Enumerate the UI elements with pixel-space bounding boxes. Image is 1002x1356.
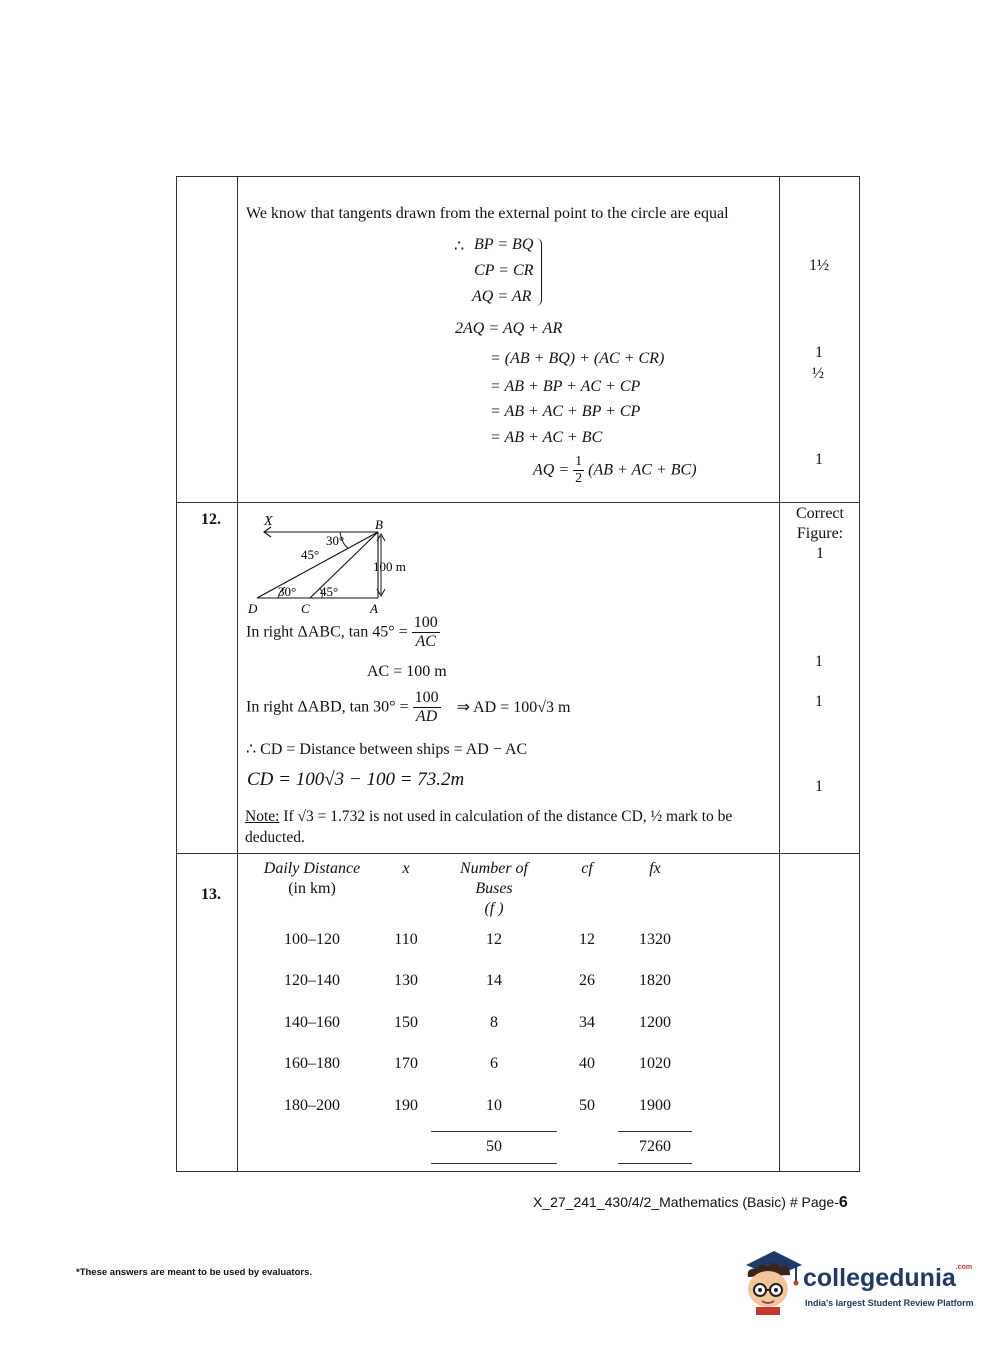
brand-name [803, 1264, 972, 1293]
final-lhs: AQ = [533, 461, 570, 479]
fraction-100-ac [412, 614, 440, 652]
mark-one-final: 1 [815, 451, 823, 468]
mark-half: ½ [812, 365, 824, 382]
step-substitute: = AB + BP + AC + CP [490, 378, 641, 395]
table-row-4-f: 6 [490, 1055, 498, 1072]
page-code [533, 1194, 848, 1212]
line-of-sight-bd [257, 532, 378, 598]
table-row-2-cf: 26 [579, 972, 595, 989]
header-number-of: Number of [460, 860, 528, 877]
mark-correct: Correct [796, 505, 844, 522]
table-row-2-fx: 1820 [639, 972, 671, 989]
cd-result: CD = 100√3 − 100 = 73.2m [247, 769, 465, 790]
table-row-5-range: 180–200 [284, 1097, 340, 1114]
table-row-5-cf: 50 [579, 1097, 595, 1114]
question-number-12: 12. [201, 511, 221, 528]
table-row-1-range: 100–120 [284, 931, 340, 948]
mark-ac: 1 [815, 653, 823, 670]
question-number-13: 13. [201, 886, 221, 903]
ad-value: ⇒ AD = 100√3 m [456, 698, 571, 716]
tan45-numerator: 100 [412, 614, 440, 633]
equation-aq-ar: AQ = AR [472, 288, 532, 305]
angle-45-top: 45° [301, 547, 320, 562]
equation-cp-cr: CP = CR [474, 262, 534, 279]
step-perimeter: = AB + AC + BC [490, 429, 603, 446]
angle-30-bottom: 30° [278, 584, 297, 599]
label-a: A [370, 601, 378, 616]
mark-ad: 1 [815, 693, 823, 710]
mark-cd: 1 [815, 778, 823, 795]
table-row-3-x: 150 [394, 1014, 418, 1031]
header-buses: Buses [475, 880, 513, 897]
table-row-3-fx: 1200 [639, 1014, 671, 1031]
brand-tagline: India's largest Student Review Platform [805, 1298, 974, 1308]
mark-figure-one: 1 [816, 545, 824, 562]
row-divider-12 [176, 502, 860, 503]
table-row-5-fx: 1900 [639, 1097, 671, 1114]
header-x: x [402, 860, 410, 877]
mark-one-and-half: 1½ [809, 257, 829, 274]
table-row-2-range: 120–140 [284, 972, 340, 989]
table-row-3-f: 8 [490, 1014, 498, 1031]
step-2aq: 2AQ = AQ + AR [455, 320, 563, 337]
note-text-continued: deducted. [245, 829, 305, 846]
table-row-2-x: 130 [394, 972, 418, 989]
total-f-rule-top [431, 1131, 557, 1132]
label-c: C [301, 601, 310, 616]
total-fx: 7260 [639, 1138, 671, 1155]
cd-definition: ∴ CD = Distance between ships = AD − AC [246, 741, 528, 758]
mark-figure: Figure: [796, 525, 844, 542]
header-fx: fx [649, 860, 661, 877]
table-row-1-x: 110 [394, 931, 418, 948]
tan30-denominator: AD [415, 708, 438, 726]
table-row-4-x: 170 [394, 1055, 418, 1072]
total-f: 50 [486, 1138, 502, 1155]
height-distance-figure [240, 510, 410, 620]
row-divider-13 [176, 853, 860, 854]
header-cf: cf [581, 860, 593, 877]
ac-value: AC = 100 m [367, 663, 447, 680]
table-row-3-cf: 34 [579, 1014, 595, 1031]
note-text: If √3 = 1.732 is not used in calculation of the distance CD, ½ mark to be [279, 808, 733, 825]
page-code-text: X_27_241_430/4/2_Mathematics (Basic) # Page- [533, 1194, 839, 1210]
brand-com: .com [955, 1264, 973, 1271]
table-row-5-f: 10 [486, 1097, 502, 1114]
total-fx-rule-top [618, 1131, 692, 1132]
tan45-denominator: AC [415, 633, 436, 651]
right-brace [534, 238, 542, 306]
therefore-symbol: ∴ [454, 238, 465, 255]
table-row-4-range: 160–180 [284, 1055, 340, 1072]
table-row-4-fx: 1020 [639, 1055, 671, 1072]
tangent-intro: We know that tangents drawn from the external point to the circle are equal [246, 205, 729, 222]
header-f: (f ) [484, 900, 504, 917]
tan45-line [246, 614, 440, 652]
table-row-4-cf: 40 [579, 1055, 595, 1072]
final-rhs: (AB + AC + BC) [588, 461, 697, 479]
total-f-rule-bottom [431, 1163, 557, 1164]
column-divider-right [779, 176, 780, 1172]
step-rearrange: = AB + AC + BP + CP [490, 403, 641, 420]
total-fx-rule-bottom [618, 1163, 692, 1164]
table-row-1-cf: 12 [579, 931, 595, 948]
final-result [533, 454, 697, 487]
page-number: 6 [838, 1194, 848, 1211]
angle-45-bottom: 45° [320, 584, 339, 599]
note-label: Note: [245, 808, 280, 825]
table-row-1-fx: 1320 [639, 931, 671, 948]
table-row-3-range: 140–160 [284, 1014, 340, 1031]
collegedunia-mascot-icon [738, 1247, 808, 1319]
tan45-text: In right ΔABC, tan 45° = [246, 623, 408, 641]
fraction-half [573, 454, 584, 487]
label-d: D [248, 601, 258, 616]
note-line [245, 808, 732, 826]
step-expand: = (AB + BQ) + (AC + CR) [490, 350, 665, 367]
header-in-km: (in km) [288, 880, 336, 897]
angle-30-top: 30° [326, 533, 345, 548]
evaluator-note: *These answers are meant to be used by evaluators. [76, 1267, 313, 1278]
brand-name-text: collegedunia [803, 1264, 956, 1292]
mark-one: 1 [815, 344, 823, 361]
height-label: 100 m [373, 559, 406, 574]
equation-bp-bq: BP = BQ [474, 236, 534, 253]
label-x: X [264, 514, 273, 529]
table-row-1-f: 12 [486, 931, 502, 948]
table-row-2-f: 14 [486, 972, 502, 989]
tan30-text: In right ΔABD, tan 30° = [246, 698, 409, 716]
fraction-numerator: 1 [573, 454, 584, 471]
column-divider-left [237, 176, 238, 1172]
table-row-5-x: 190 [394, 1097, 418, 1114]
fraction-100-ad [413, 689, 441, 727]
label-b: B [375, 517, 383, 532]
header-daily-distance: Daily Distance [263, 860, 361, 877]
tan30-numerator: 100 [413, 689, 441, 708]
fraction-denominator: 2 [575, 471, 583, 487]
tan30-line [246, 689, 570, 727]
